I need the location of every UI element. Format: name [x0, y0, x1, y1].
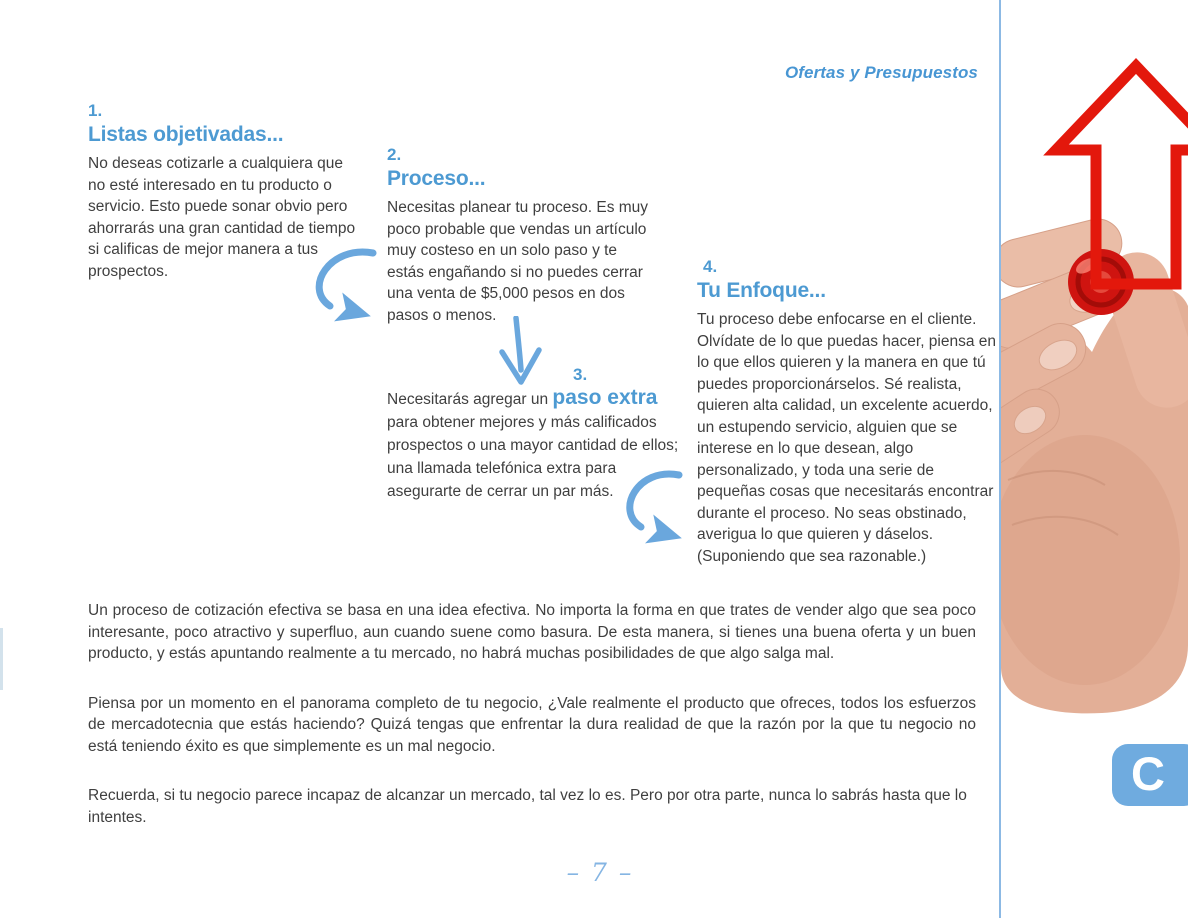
section-2-title: Proceso...: [387, 167, 486, 190]
section-3-rest: para obtener mejores y más calificados prospectos o una mayor cantidad de ellos; una llamada telefónica extra para asegurarte de cerrar un par más.: [387, 414, 679, 500]
section-3-number: 3.: [573, 365, 588, 384]
section-1-number: 1.: [88, 101, 103, 120]
paragraph-2: Piensa por un momento en el panorama completo de tu negocio, ¿Vale realmente el producto que ofreces, todos los esfuerzos de mercadotecnia que estás haciendo? Quizá tengas que enfrentar la dura realidad de que la razón por la que tu negocio no está teniendo éxito es que simplemente es un mal negocio.: [88, 694, 976, 755]
section-2-number: 2.: [387, 145, 402, 164]
section-4: [697, 256, 997, 567]
c-logo-letter: C: [1131, 747, 1165, 800]
section-3: [387, 364, 685, 503]
section-2: [387, 144, 653, 326]
section-1-body: No deseas cotizarle a cualquiera que no esté interesado en tu producto o servicio. Esto puede sonar obvio pero ahorrarás una gran cantidad de tiempo si calificas de mejor manera a tus prospectos.: [88, 155, 356, 280]
page-header-title: Ofertas y Presupuestos: [784, 63, 978, 82]
c-logo: [1112, 744, 1188, 806]
closing-paragraphs: [88, 600, 976, 828]
left-edge-mark: [0, 628, 3, 690]
paragraph-1: Un proceso de cotización efectiva se basa en una idea efectiva. No importa la forma en que trates de vender algo que sea poco interesante, poco atractivo y superfluo, aun cuando suene como basura. De esta manera, si tienes una buena oferta y un buen producto, y estás apuntando realmente a tu mercado, no habrá muchas posibilidades de que algo salga mal.: [88, 602, 976, 662]
page-number: – 7 –: [566, 858, 634, 887]
paragraph-3: Recuerda, si tu negocio parece incapaz de alcanzar un mercado, tal vez lo es. Pero por otra parte, nunca lo sabrás hasta que lo intentes.: [88, 787, 967, 826]
section-1-title: Listas objetivadas...: [88, 123, 284, 146]
section-4-title: Tu Enfoque...: [697, 279, 826, 302]
section-3-body: [387, 386, 685, 503]
section-4-body: Tu proceso debe enfocarse en el cliente. Olvídate de lo que puedas hacer, piensa en lo que ellos quieren y la manera en que tú puedes proporcionárselos. Sé realista, quieren alta calidad, un excelente acuerdo, un estupendo servicio, alguien que se interese en lo que desean, algo personalizado, y toda una serie de pequeñas cosas que necesitarás encontrar durante el proceso. No seas obstinado, averigua lo que quieren y dáselos. (Suponiendo que sea razonable.): [697, 311, 997, 565]
section-2-body: Necesitas planear tu proceso. Es muy poco probable que vendas un artículo muy costeso en un solo paso y te estás engañando si no puedes cerrar una venta de $5,000 pesos en dos pasos o menos.: [387, 199, 649, 324]
section-3-lead: Necesitarás agregar un: [387, 391, 553, 408]
section-3-highlight: paso extra: [552, 386, 658, 409]
section-4-number: 4.: [703, 257, 718, 276]
section-1: [88, 100, 358, 282]
